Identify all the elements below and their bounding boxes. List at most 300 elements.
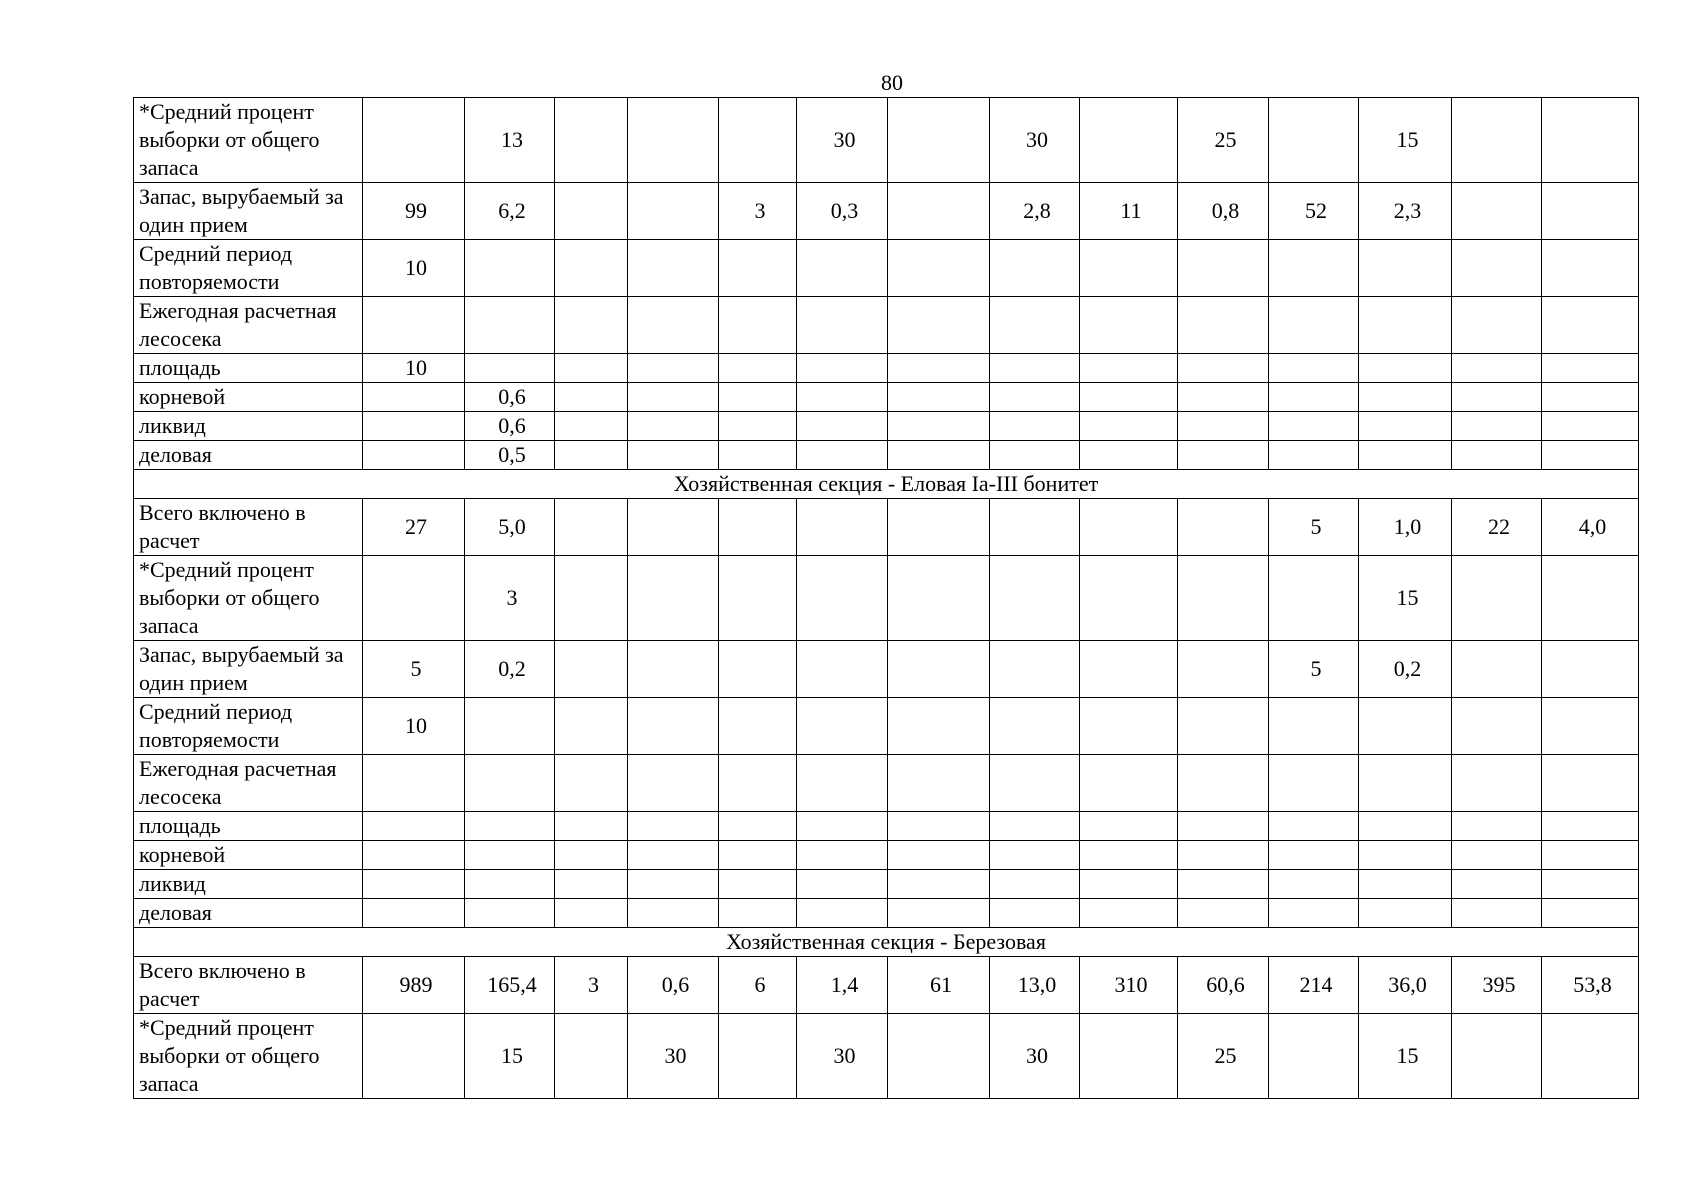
table-cell — [990, 755, 1080, 812]
table-cell — [719, 556, 797, 641]
table-cell — [1080, 98, 1178, 183]
table-row — [134, 899, 1639, 928]
table-cell — [555, 354, 628, 383]
table-cell — [1178, 698, 1269, 755]
table-cell — [555, 98, 628, 183]
table-cell — [797, 755, 888, 812]
table-cell — [1542, 441, 1639, 470]
table-row — [134, 383, 1639, 412]
table-cell — [888, 556, 990, 641]
row-label: Всего включено в расчет — [134, 957, 363, 1014]
table-cell — [1452, 841, 1542, 870]
table-cell — [555, 870, 628, 899]
row-label: Всего включено в расчет — [134, 499, 363, 556]
table-cell — [888, 240, 990, 297]
table-cell: 0,2 — [465, 641, 555, 698]
table-cell — [888, 698, 990, 755]
table-cell — [628, 870, 719, 899]
table-cell: 0,3 — [797, 183, 888, 240]
table-cell — [628, 755, 719, 812]
table-cell — [1080, 412, 1178, 441]
table-cell — [888, 183, 990, 240]
table-cell — [719, 441, 797, 470]
table-cell — [555, 899, 628, 928]
table-row — [134, 354, 1639, 383]
table-cell — [1269, 1014, 1359, 1099]
table-cell — [719, 354, 797, 383]
table-cell: 5 — [1269, 499, 1359, 556]
table-cell — [555, 755, 628, 812]
table-cell — [1359, 899, 1452, 928]
table-cell — [628, 641, 719, 698]
table-cell — [1359, 297, 1452, 354]
table-cell — [628, 383, 719, 412]
row-label: Ежегодная расчетная лесосека — [134, 297, 363, 354]
table-row — [134, 841, 1639, 870]
table-cell — [888, 412, 990, 441]
table-row — [134, 441, 1639, 470]
table-cell — [555, 698, 628, 755]
table-cell: 3 — [719, 183, 797, 240]
table-row — [134, 870, 1639, 899]
table-cell — [1080, 812, 1178, 841]
table-cell — [465, 755, 555, 812]
table-cell — [719, 240, 797, 297]
table-cell — [990, 412, 1080, 441]
table-cell — [797, 383, 888, 412]
row-label: ликвид — [134, 870, 363, 899]
table-cell — [1359, 841, 1452, 870]
table-cell — [719, 1014, 797, 1099]
table-cell — [1359, 870, 1452, 899]
table-cell — [1542, 755, 1639, 812]
table-cell — [1542, 556, 1639, 641]
table-cell — [1269, 698, 1359, 755]
table-cell — [797, 240, 888, 297]
table-cell — [1452, 870, 1542, 899]
table-cell — [888, 98, 990, 183]
table-cell — [1178, 899, 1269, 928]
row-label: корневой — [134, 841, 363, 870]
table-cell — [1080, 870, 1178, 899]
table-cell — [363, 441, 465, 470]
table-cell: 13,0 — [990, 957, 1080, 1014]
table-cell — [363, 870, 465, 899]
table-cell — [1452, 98, 1542, 183]
table-cell — [555, 499, 628, 556]
table-row — [134, 1014, 1639, 1099]
table-cell: 27 — [363, 499, 465, 556]
table-cell — [719, 383, 797, 412]
table-cell — [888, 841, 990, 870]
table-cell: 25 — [1178, 98, 1269, 183]
table-cell — [1452, 755, 1542, 812]
table-cell: 1,0 — [1359, 499, 1452, 556]
table-cell — [465, 240, 555, 297]
table-cell: 61 — [888, 957, 990, 1014]
table-cell: 36,0 — [1359, 957, 1452, 1014]
table-cell — [990, 698, 1080, 755]
table-cell — [990, 870, 1080, 899]
table-cell: 0,6 — [465, 412, 555, 441]
table-cell — [888, 1014, 990, 1099]
table-cell: 4,0 — [1542, 499, 1639, 556]
table-cell — [719, 870, 797, 899]
table-cell — [363, 841, 465, 870]
table-cell — [719, 641, 797, 698]
table-cell — [797, 441, 888, 470]
table-cell — [1080, 240, 1178, 297]
table-cell — [1359, 383, 1452, 412]
table-cell — [1269, 841, 1359, 870]
table-cell — [797, 556, 888, 641]
table-cell — [1542, 98, 1639, 183]
table-cell — [628, 240, 719, 297]
table-cell — [1269, 240, 1359, 297]
table-cell: 6 — [719, 957, 797, 1014]
table-cell: 53,8 — [1542, 957, 1639, 1014]
table-cell — [1452, 354, 1542, 383]
table-cell: 10 — [363, 698, 465, 755]
table-cell — [555, 183, 628, 240]
table-row — [134, 240, 1639, 297]
row-label: Запас, вырубаемый за один прием — [134, 641, 363, 698]
table-cell: 13 — [465, 98, 555, 183]
table-cell — [797, 412, 888, 441]
table-cell — [719, 899, 797, 928]
row-label: Средний период повторяемости — [134, 698, 363, 755]
table-cell — [1178, 641, 1269, 698]
table-cell: 0,5 — [465, 441, 555, 470]
table-cell — [1080, 1014, 1178, 1099]
table-cell: 60,6 — [1178, 957, 1269, 1014]
table-cell — [555, 412, 628, 441]
table-cell — [797, 870, 888, 899]
table-cell — [1080, 698, 1178, 755]
table-cell — [1269, 441, 1359, 470]
table-cell: 0,6 — [628, 957, 719, 1014]
table-cell — [1178, 870, 1269, 899]
table-cell — [1178, 240, 1269, 297]
table-cell — [1452, 812, 1542, 841]
table-cell — [1542, 641, 1639, 698]
table-cell — [1452, 899, 1542, 928]
table-cell — [465, 870, 555, 899]
table-cell — [1542, 698, 1639, 755]
table-cell — [719, 698, 797, 755]
table-cell — [628, 556, 719, 641]
table-cell — [797, 812, 888, 841]
table-cell — [990, 899, 1080, 928]
table-row — [134, 957, 1639, 1014]
table-cell: 1,4 — [797, 957, 888, 1014]
table-cell — [1178, 441, 1269, 470]
table-row — [134, 412, 1639, 441]
table-cell — [1542, 1014, 1639, 1099]
table-cell: 15 — [1359, 98, 1452, 183]
table-cell — [555, 297, 628, 354]
table-cell: 310 — [1080, 957, 1178, 1014]
table-cell — [797, 641, 888, 698]
table-row — [134, 297, 1639, 354]
section-header-row — [134, 470, 1639, 499]
table-cell — [1542, 870, 1639, 899]
table-cell — [363, 1014, 465, 1099]
table-cell: 30 — [628, 1014, 719, 1099]
table-cell — [1542, 841, 1639, 870]
table-row — [134, 812, 1639, 841]
table-cell — [465, 698, 555, 755]
table-cell: 5,0 — [465, 499, 555, 556]
table-cell — [363, 899, 465, 928]
table-cell: 989 — [363, 957, 465, 1014]
table-cell: 5 — [363, 641, 465, 698]
table-cell — [363, 556, 465, 641]
table-cell — [797, 297, 888, 354]
table-cell — [1269, 354, 1359, 383]
table-cell — [888, 812, 990, 841]
table-cell: 10 — [363, 240, 465, 297]
table-cell: 5 — [1269, 641, 1359, 698]
table-cell — [1542, 899, 1639, 928]
row-label: *Средний процент выборки от общего запаса — [134, 556, 363, 641]
table-cell — [990, 240, 1080, 297]
forest-cutting-table — [133, 97, 1639, 1099]
section-title: Хозяйственная секция - Еловая Ia-III бонитет — [134, 470, 1639, 499]
table-cell — [1542, 297, 1639, 354]
table-cell — [1178, 297, 1269, 354]
table-cell — [719, 297, 797, 354]
table-cell — [363, 812, 465, 841]
table-cell — [719, 812, 797, 841]
table-cell — [1269, 556, 1359, 641]
table-cell — [1269, 812, 1359, 841]
table-cell — [990, 812, 1080, 841]
table-cell — [1452, 441, 1542, 470]
table-cell — [1080, 755, 1178, 812]
table-cell — [719, 98, 797, 183]
table-cell — [628, 441, 719, 470]
table-cell: 99 — [363, 183, 465, 240]
table-cell — [1080, 499, 1178, 556]
table-cell — [888, 641, 990, 698]
table-cell: 3 — [555, 957, 628, 1014]
table-cell: 0,8 — [1178, 183, 1269, 240]
table-cell — [363, 297, 465, 354]
table-cell — [1269, 870, 1359, 899]
table-cell — [1080, 441, 1178, 470]
table-cell: 30 — [797, 98, 888, 183]
table-cell — [555, 556, 628, 641]
row-label: *Средний процент выборки от общего запаса — [134, 1014, 363, 1099]
table-cell: 52 — [1269, 183, 1359, 240]
table-row — [134, 499, 1639, 556]
table-cell — [1452, 240, 1542, 297]
table-cell — [363, 98, 465, 183]
table-cell — [1359, 441, 1452, 470]
row-label: площадь — [134, 812, 363, 841]
table-cell — [1542, 354, 1639, 383]
table-cell — [990, 354, 1080, 383]
table-cell — [990, 841, 1080, 870]
table-cell — [1178, 556, 1269, 641]
row-label: Запас, вырубаемый за один прием — [134, 183, 363, 240]
table-cell — [797, 499, 888, 556]
table-cell — [628, 841, 719, 870]
table-cell — [719, 755, 797, 812]
table-cell — [990, 441, 1080, 470]
table-row — [134, 641, 1639, 698]
table-cell: 15 — [1359, 1014, 1452, 1099]
row-label: *Средний процент выборки от общего запаса — [134, 98, 363, 183]
table-cell — [1452, 412, 1542, 441]
table-cell: 214 — [1269, 957, 1359, 1014]
table-cell — [363, 755, 465, 812]
table-cell — [797, 698, 888, 755]
table-cell — [465, 812, 555, 841]
table-cell: 0,2 — [1359, 641, 1452, 698]
table-cell — [1542, 240, 1639, 297]
table-cell — [1452, 556, 1542, 641]
table-cell — [363, 383, 465, 412]
table-cell — [1452, 183, 1542, 240]
table-cell — [1359, 755, 1452, 812]
table-cell — [990, 297, 1080, 354]
table-cell — [719, 412, 797, 441]
table-row — [134, 698, 1639, 755]
table-row — [134, 183, 1639, 240]
table-cell: 30 — [797, 1014, 888, 1099]
table-cell — [1178, 383, 1269, 412]
row-label: Ежегодная расчетная лесосека — [134, 755, 363, 812]
table-cell — [888, 354, 990, 383]
table-cell — [1269, 98, 1359, 183]
table-cell — [1178, 755, 1269, 812]
table-cell — [990, 383, 1080, 412]
table-cell — [1359, 412, 1452, 441]
table-cell: 25 — [1178, 1014, 1269, 1099]
table-cell — [797, 841, 888, 870]
table-cell — [628, 354, 719, 383]
table-cell — [555, 641, 628, 698]
table-cell — [888, 383, 990, 412]
table-cell: 0,6 — [465, 383, 555, 412]
table-cell — [1452, 383, 1542, 412]
row-label: деловая — [134, 441, 363, 470]
table-cell — [1080, 556, 1178, 641]
table-row — [134, 556, 1639, 641]
table-cell — [1452, 698, 1542, 755]
table-cell — [888, 755, 990, 812]
table-cell: 15 — [1359, 556, 1452, 641]
table-cell — [1178, 812, 1269, 841]
table-cell — [1542, 412, 1639, 441]
table-cell: 6,2 — [465, 183, 555, 240]
table-cell — [888, 870, 990, 899]
table-cell — [1542, 812, 1639, 841]
table-cell — [1269, 755, 1359, 812]
table-cell — [1359, 698, 1452, 755]
table-cell: 2,3 — [1359, 183, 1452, 240]
table-cell — [1452, 297, 1542, 354]
table-cell — [1178, 412, 1269, 441]
table-cell — [465, 841, 555, 870]
table-cell — [1269, 297, 1359, 354]
table-cell: 10 — [363, 354, 465, 383]
table-cell — [555, 812, 628, 841]
table-cell — [555, 1014, 628, 1099]
table-cell — [1452, 1014, 1542, 1099]
table-row — [134, 755, 1639, 812]
table-cell: 2,8 — [990, 183, 1080, 240]
table-cell — [719, 841, 797, 870]
table-cell — [1080, 899, 1178, 928]
table-cell — [1359, 354, 1452, 383]
table-cell — [1269, 383, 1359, 412]
table-cell — [555, 441, 628, 470]
table-cell: 395 — [1452, 957, 1542, 1014]
row-label: деловая — [134, 899, 363, 928]
table-cell — [628, 698, 719, 755]
row-label: ликвид — [134, 412, 363, 441]
table-cell — [628, 297, 719, 354]
table-cell — [1080, 297, 1178, 354]
table-cell — [555, 240, 628, 297]
table-cell — [1080, 841, 1178, 870]
table-cell — [1359, 812, 1452, 841]
table-cell — [465, 354, 555, 383]
table-cell — [1080, 383, 1178, 412]
table-cell — [363, 412, 465, 441]
section-title: Хозяйственная секция - Березовая — [134, 928, 1639, 957]
section-header-row — [134, 928, 1639, 957]
table-cell — [1080, 641, 1178, 698]
table-cell — [888, 297, 990, 354]
table-cell — [990, 641, 1080, 698]
table-cell: 165,4 — [465, 957, 555, 1014]
table-cell: 30 — [990, 98, 1080, 183]
table-cell: 15 — [465, 1014, 555, 1099]
table-cell — [628, 812, 719, 841]
table-cell — [628, 412, 719, 441]
table-cell — [465, 297, 555, 354]
table-cell — [628, 183, 719, 240]
table-cell — [888, 899, 990, 928]
table-cell — [1542, 183, 1639, 240]
table-cell: 3 — [465, 556, 555, 641]
table-cell — [1542, 383, 1639, 412]
table-cell — [797, 899, 888, 928]
table-cell — [990, 499, 1080, 556]
table-cell — [628, 98, 719, 183]
row-label: площадь — [134, 354, 363, 383]
table-cell: 22 — [1452, 499, 1542, 556]
table-cell — [1080, 354, 1178, 383]
table-cell — [1269, 899, 1359, 928]
table-cell — [1269, 412, 1359, 441]
table-cell — [1178, 499, 1269, 556]
table-cell — [1178, 354, 1269, 383]
row-label: Средний период повторяемости — [134, 240, 363, 297]
table-cell — [990, 556, 1080, 641]
table-cell — [1178, 841, 1269, 870]
table-cell: 30 — [990, 1014, 1080, 1099]
table-cell — [555, 841, 628, 870]
table-cell — [888, 499, 990, 556]
row-label: корневой — [134, 383, 363, 412]
table-cell — [628, 499, 719, 556]
table-cell — [628, 899, 719, 928]
